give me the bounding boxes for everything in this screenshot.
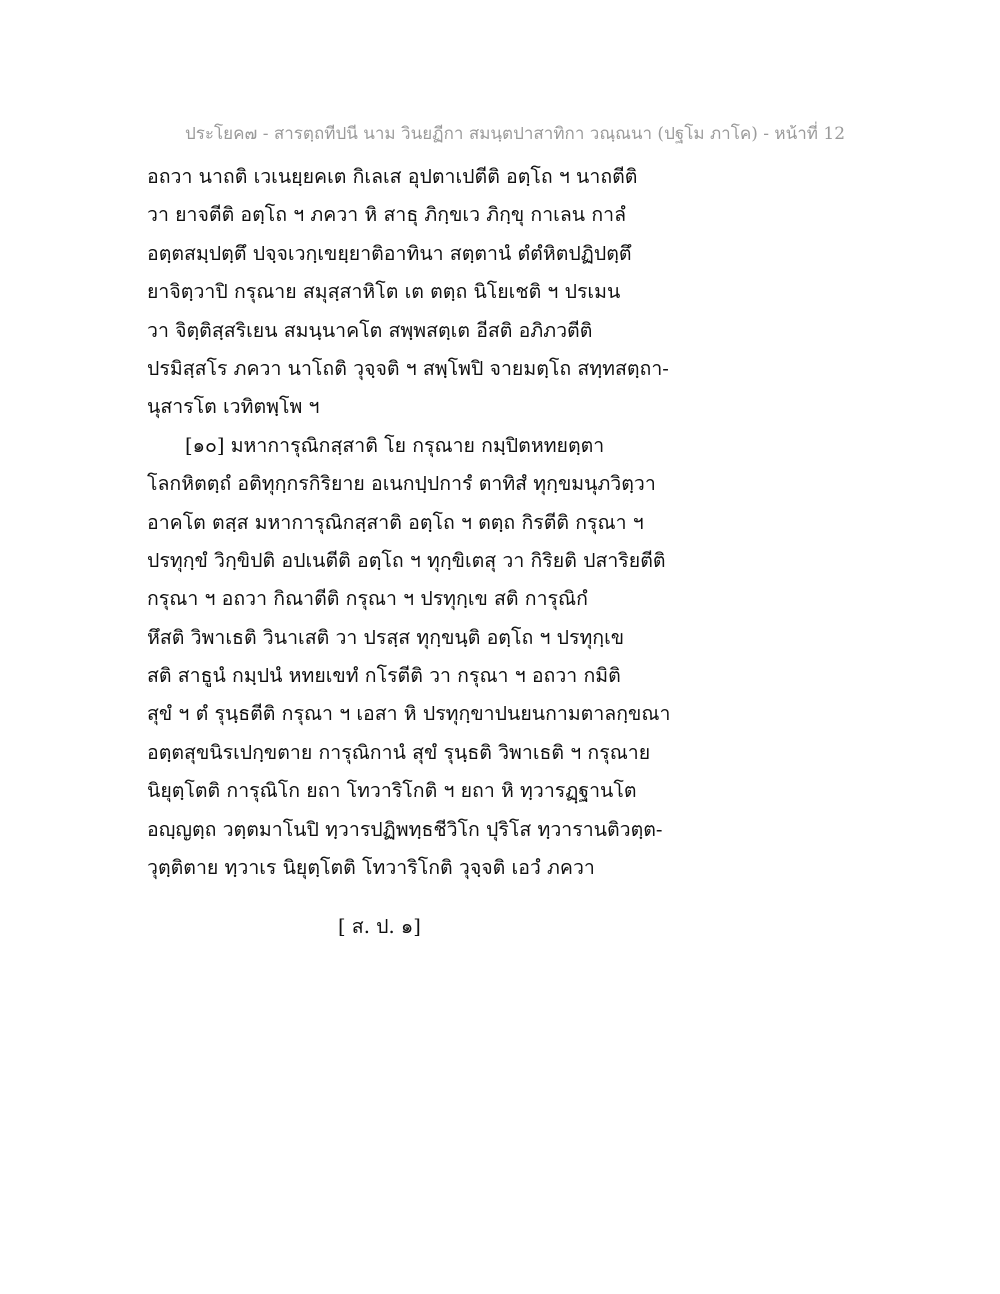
text-line: อญฺญตฺถ วตฺตมาโนปิ ทฺวารปฏิพทฺธชีวิโก ปุริโส ทฺวารานติวตฺต- [147,817,663,841]
signature-mark: [ ส. ป. ๑] [338,915,421,938]
text-line: ปรมิสฺสโร ภควา นาโถติ วุจฺจติ ฯ สพฺโพปิ จายมตฺโถ สทฺทสตฺถา- [147,356,669,380]
text-line: ปรทุกฺขํ วิกฺขิปติ อปเนตีติ อตฺโถ ฯ ทุกฺขิเตสุ วา กิริยติ ปสาริยตีติ [147,548,666,572]
text-line: วุตฺติตาย ทฺวาเร นิยุตฺโตติ โทวาริโกติ วุจฺจติ เอวํ ภควา [147,856,595,880]
text-line: อาคโต ตสฺส มหาการุณิกสฺสาติ อตฺโถ ฯ ตตฺถ กิรตีติ กรุณา ฯ [147,510,644,534]
running-header: ประโยค๗ - สารตฺถทีปนี นาม วินยฏีกา สมนฺตปาสาทิกา วณฺณนา (ปฐโม ภาโค) - หน้าที่ 12 [185,124,846,144]
text-line: นุสารโต เวทิตพฺโพ ฯ [147,395,320,419]
text-line: หึสติ วิพาเธติ วินาเสติ วา ปรสฺส ทุกฺขนฺติ อตฺโถ ฯ ปรทุกฺเข [147,625,625,649]
paragraph-start-line: [๑๐] มหาการุณิกสฺสาติ โย กรุณาย กมฺปิตหทยตฺตา [185,433,605,457]
body-text [147,158,707,887]
text-line: อตฺตสุขนิรเปกฺขตาย การุณิกานํ สุขํ รุนฺธติ วิพาเธติ ฯ กรุณาย [147,740,651,764]
text-line: วา จิตฺติสฺสริเยน สมนฺนาคโต สพฺพสตฺเต อีสติ อภิภวตีติ [147,318,593,342]
text-line: อถวา นาถติ เวเนยฺยคเต กิเลเส อุปตาเปตีติ อตฺโถ ฯ นาถตีติ [147,165,638,188]
text-line: โลกหิตตฺถํ อติทุกฺกรกิริยาย อเนกปฺปการํ ตาทิสํ ทุกฺขมนุภวิตฺวา [147,472,656,496]
text-line: วา ยาจตีติ อตฺโถ ฯ ภควา หิ สาธุ ภิกฺขเว ภิกฺขุ กาเลน กาลํ [147,203,627,227]
text-line: ยาจิตฺวาปิ กรุณาย สมุสฺสาหิโต เต ตตฺถ นิโยเชติ ฯ ปรเมน [147,280,621,304]
text-line: สติ สาธูนํ กมฺปนํ หทยเขทํ กโรตีติ วา กรุณา ฯ อถวา กมิติ [147,664,621,688]
text-line: สุขํ ฯ ตํ รุนฺธตีติ กรุณา ฯ เอสา หิ ปรทุกฺขาปนยนกามตาลกฺขณา [147,702,671,726]
text-line: นิยุตฺโตติ การุณิโก ยถา โทวาริโกติ ฯ ยถา หิ ทฺวารฏฺฐานโต [147,779,637,803]
text-line: กรุณา ฯ อถวา กิณาตีติ กรุณา ฯ ปรทุกฺเข สติ การุณิกํ [147,587,588,611]
text-line: อตฺตสมฺปตฺตึ ปจฺจเวกฺเขยฺยาติอาทินา สตฺตานํ ตํตํหิตปฏิปตฺตึ [147,241,632,265]
